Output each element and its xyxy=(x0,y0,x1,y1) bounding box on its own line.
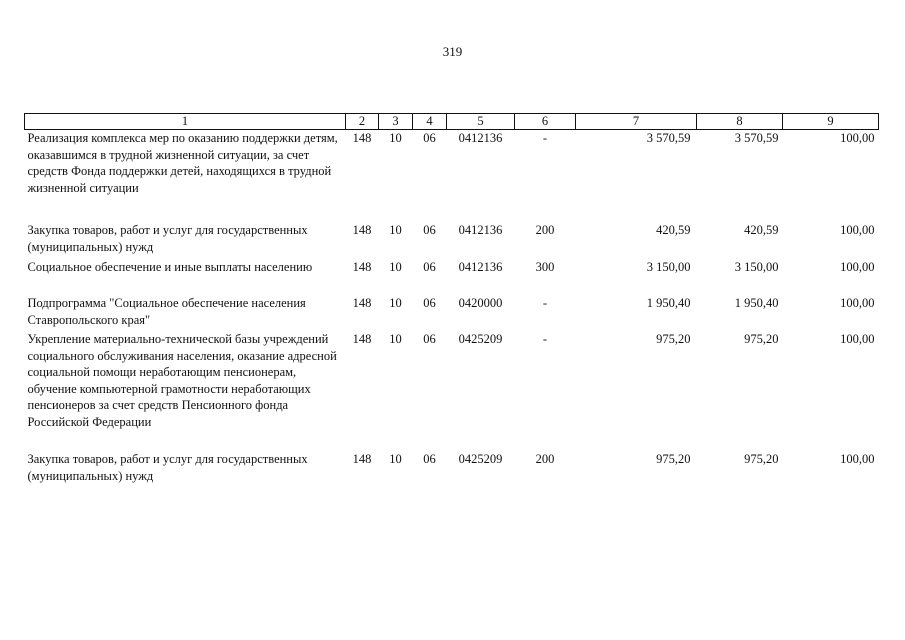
cell-col2: 148 xyxy=(352,260,372,274)
cell-col5: 0412136 xyxy=(458,260,503,274)
row-name: Реализация комплекса мер по оказанию поддержки детям, оказавшимся в трудной жизненной ситуации, за счет средств Фонда поддержки детей, находящихся в трудной жизненной ситуации xyxy=(27,131,338,195)
cell-col2: 148 xyxy=(352,296,372,310)
table-row xyxy=(25,451,879,491)
cell-col9: 100,00 xyxy=(840,131,875,145)
table-row xyxy=(25,331,879,451)
table-row xyxy=(25,259,879,295)
cell-col4: 06 xyxy=(423,332,436,346)
column-header-9: 9 xyxy=(783,114,879,130)
cell-col6: 200 xyxy=(535,223,555,237)
cell-col8: 3 570,59 xyxy=(734,131,779,145)
cell-col9: 100,00 xyxy=(840,223,875,237)
column-header-2: 2 xyxy=(346,114,379,130)
cell-col5: 0412136 xyxy=(458,131,503,145)
table-row xyxy=(25,130,879,223)
row-name: Подпрограмма "Социальное обеспечение населения Ставропольского края" xyxy=(27,296,306,327)
cell-col3: 10 xyxy=(389,260,402,274)
cell-col2: 148 xyxy=(352,223,372,237)
cell-col8: 975,20 xyxy=(744,332,779,346)
cell-col9: 100,00 xyxy=(840,296,875,310)
cell-col2: 148 xyxy=(352,332,372,346)
column-header-7: 7 xyxy=(576,114,697,130)
cell-col6: 200 xyxy=(535,452,555,466)
row-name: Закупка товаров, работ и услуг для государственных (муниципальных) нужд xyxy=(27,452,308,483)
cell-col8: 975,20 xyxy=(744,452,779,466)
column-header-6: 6 xyxy=(515,114,576,130)
cell-col6: - xyxy=(542,332,548,346)
row-name: Укрепление материально-технической базы учреждений социального обслуживания населения, оказание адресной социальной помощи неработающим пенсионерам, обучение компьютерной грамотности неработающих пенсионеров за счет средств Пенсионного фонда Российской Федерации xyxy=(27,332,337,429)
cell-col7: 3 570,59 xyxy=(646,131,691,145)
cell-col5: 0420000 xyxy=(458,296,503,310)
cell-col4: 06 xyxy=(423,223,436,237)
table-row xyxy=(25,295,879,331)
column-header-1: 1 xyxy=(25,114,346,130)
cell-col8: 420,59 xyxy=(744,223,779,237)
cell-col3: 10 xyxy=(389,131,402,145)
column-header-8: 8 xyxy=(697,114,783,130)
cell-col5: 0412136 xyxy=(458,223,503,237)
cell-col4: 06 xyxy=(423,452,436,466)
row-name: Закупка товаров, работ и услуг для государственных (муниципальных) нужд xyxy=(27,223,308,254)
cell-col9: 100,00 xyxy=(840,452,875,466)
column-header-5: 5 xyxy=(447,114,515,130)
cell-col5: 0425209 xyxy=(458,332,503,346)
page-number: 319 xyxy=(442,44,463,59)
cell-col3: 10 xyxy=(389,332,402,346)
column-header-4: 4 xyxy=(413,114,447,130)
cell-col2: 148 xyxy=(352,452,372,466)
cell-col4: 06 xyxy=(423,296,436,310)
row-name: Социальное обеспечение и иные выплаты населению xyxy=(27,260,313,274)
cell-col2: 148 xyxy=(352,131,372,145)
cell-col9: 100,00 xyxy=(840,332,875,346)
cell-col7: 975,20 xyxy=(656,332,691,346)
cell-col7: 3 150,00 xyxy=(646,260,691,274)
cell-col7: 420,59 xyxy=(656,223,691,237)
cell-col3: 10 xyxy=(389,452,402,466)
cell-col3: 10 xyxy=(389,223,402,237)
cell-col6: - xyxy=(542,296,548,310)
budget-table xyxy=(24,113,879,491)
cell-col8: 3 150,00 xyxy=(734,260,779,274)
cell-col5: 0425209 xyxy=(458,452,503,466)
cell-col4: 06 xyxy=(423,131,436,145)
cell-col7: 975,20 xyxy=(656,452,691,466)
cell-col3: 10 xyxy=(389,296,402,310)
cell-col6: 300 xyxy=(535,260,555,274)
cell-col9: 100,00 xyxy=(840,260,875,274)
cell-col6: - xyxy=(542,131,548,145)
header-row xyxy=(25,114,879,130)
cell-col4: 06 xyxy=(423,260,436,274)
table-row xyxy=(25,222,879,259)
cell-col7: 1 950,40 xyxy=(646,296,691,310)
column-header-3: 3 xyxy=(379,114,413,130)
cell-col8: 1 950,40 xyxy=(734,296,779,310)
